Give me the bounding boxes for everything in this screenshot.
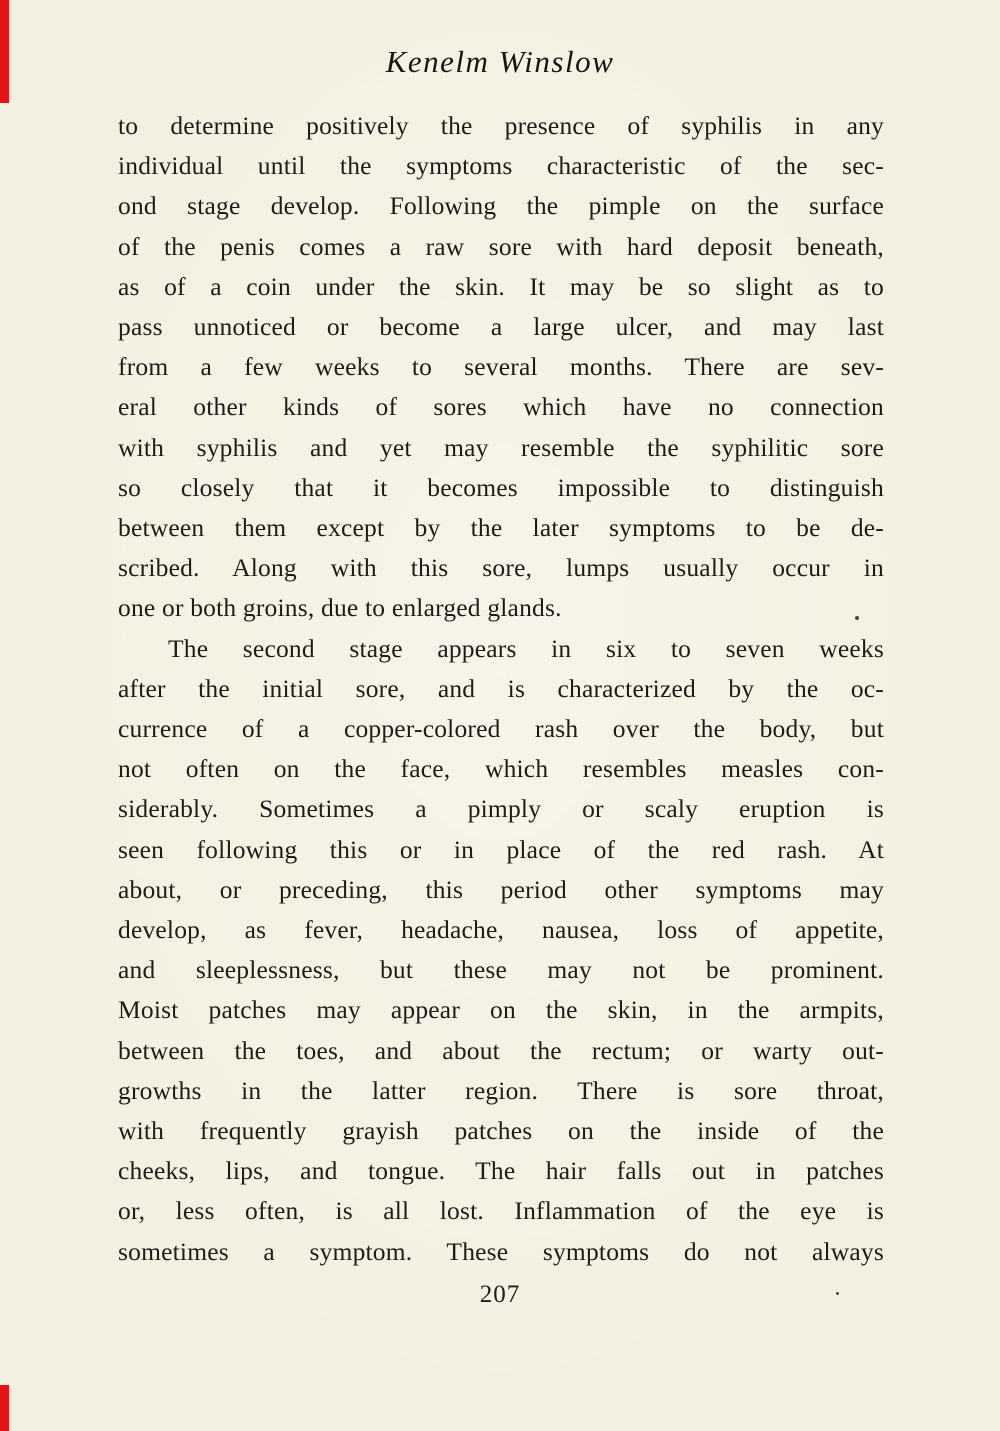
text-line: with syphilis and yet may resemble the syphilitic sore (118, 432, 884, 462)
text-line: develop, as fever, headache, nausea, loss of appetite, (118, 915, 884, 945)
text-line: so closely that it becomes impossible to distinguish (118, 472, 884, 502)
text-line: as of a coin under the skin. It may be so slight as to (118, 271, 884, 301)
text-line: The second stage appears in six to seven weeks (168, 633, 884, 663)
text-line: currence of a copper-colored rash over the body, but (118, 714, 884, 744)
text-line: individual until the symptoms characteristic of the sec- (118, 151, 884, 181)
running-head: Kenelm Winslow (385, 44, 615, 79)
text-line: ond stage develop. Following the pimple on the surface (118, 191, 884, 221)
text-line: or, less often, is all lost. Inflammation of the eye is (118, 1196, 884, 1226)
scan-edge-red-bottom (0, 1385, 9, 1431)
page-number: 207 (479, 1281, 521, 1308)
text-line: pass unnoticed or become a large ulcer, and may last (118, 312, 884, 342)
text-line: Moist patches may appear on the skin, in the armpits, (118, 995, 884, 1025)
text-line: to determine positively the presence of syphilis in any (118, 111, 884, 140)
text-line: eral other kinds of sores which have no connection (118, 392, 884, 422)
text-line: one or both groins, due to enlarged glands. (118, 593, 562, 623)
text-line: growths in the latter region. There is sore throat, (118, 1075, 884, 1105)
text-line: siderably. Sometimes a pimply or scaly eruption is (118, 794, 884, 824)
scan-speck (855, 616, 859, 620)
text-line: of the penis comes a raw sore with hard deposit beneath, (118, 231, 884, 261)
text-line: sometimes a symptom. These symptoms do not always (118, 1236, 884, 1266)
text-line: not often on the face, which resembles measles con- (118, 754, 884, 784)
text-line: and sleeplessness, but these may not be prominent. (118, 955, 884, 985)
text-line: between them except by the later symptoms to be de- (118, 513, 884, 543)
text-line: after the initial sore, and is characterized by the oc- (118, 673, 884, 703)
text-line: between the toes, and about the rectum; or warty out- (118, 1035, 884, 1065)
text-line: about, or preceding, this period other symptoms may (118, 874, 884, 904)
text-block (118, 106, 884, 1272)
scan-speck (836, 1292, 839, 1295)
text-line: from a few weeks to several months. There are sev- (118, 352, 884, 382)
text-line: with frequently grayish patches on the inside of the (118, 1116, 884, 1146)
text-line: seen following this or in place of the red rash. At (118, 834, 884, 864)
text-line: scribed. Along with this sore, lumps usually occur in (118, 553, 884, 583)
text-line: cheeks, lips, and tongue. The hair falls out in patches (118, 1156, 884, 1186)
